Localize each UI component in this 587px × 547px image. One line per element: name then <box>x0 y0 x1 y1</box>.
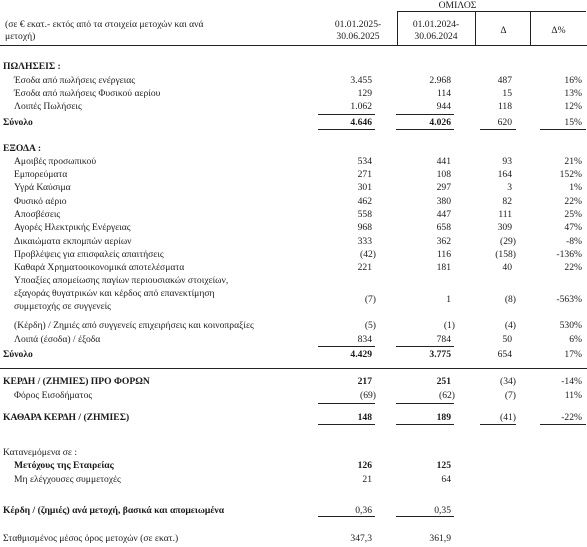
header-note-line2: μετοχή) <box>5 31 36 42</box>
associates-label: (Κέρδη) / Ζημιές από συγγενείς επιχειρήσεις και κοινοπραξίες <box>14 320 254 331</box>
expenses-title: ΕΞΟΔΑ : <box>3 143 42 154</box>
sales-row-energy-delta: 487 <box>497 75 512 86</box>
expenses-subtotal-rule-2024 <box>396 346 454 347</box>
eps-rule-2025 <box>318 516 375 517</box>
impairment-2025: (7) <box>364 294 376 305</box>
exp-row-pct: 22% <box>564 196 582 207</box>
exp-row-label: Καθαρά Χρηματοοικονομικά αποτελέσματα <box>14 262 185 273</box>
sales-total-2025: 4.646 <box>350 117 372 128</box>
shares-label: Σταθμισμένος μέσος όρος μετοχών (σε εκατ.) <box>3 533 179 544</box>
sales-row-other-2024: 944 <box>436 101 451 112</box>
sales-row-energy-2025: 3.455 <box>350 75 372 86</box>
sales-row-other-delta: 118 <box>497 101 512 112</box>
group-label: ΟΜΙΛΟΣ <box>438 0 477 11</box>
tax-2024: (62) <box>439 390 455 401</box>
exp-row-label: Αποσβέσεις <box>14 209 61 220</box>
impairment-delta: (8) <box>504 294 516 305</box>
exp-row-delta: (158) <box>495 249 516 260</box>
exp-row-label: Υγρά Καύσιμα <box>14 182 71 193</box>
sales-row-gas-pct: 13% <box>564 88 582 99</box>
exp-row-delta: 309 <box>497 222 512 233</box>
sales-total-label: Σύνολο <box>3 117 33 128</box>
exp-row-delta: 82 <box>502 196 512 207</box>
exp-row-label: Αμοιβές προσωπικού <box>14 156 97 167</box>
net-rule-delta <box>480 424 516 425</box>
exp-row-2025: 271 <box>357 169 372 180</box>
sales-total-pct: 15% <box>564 117 582 128</box>
other-expenses-pct: 6% <box>569 334 582 345</box>
header-divider-1 <box>397 11 398 46</box>
pretax-2025: 217 <box>357 376 372 387</box>
tax-rule-2024 <box>396 403 454 404</box>
exp-row-delta: 93 <box>502 156 512 167</box>
expenses-total-pct: 17% <box>564 349 582 360</box>
sales-subtotal-rule-2024 <box>396 114 454 115</box>
expenses-total-2025: 4.429 <box>350 349 372 360</box>
exp-row-2024: 116 <box>436 249 451 260</box>
col-delta-header: Δ <box>500 25 507 36</box>
associates-pct: 530% <box>559 320 582 331</box>
tax-2025: (69) <box>360 390 376 401</box>
impairment-label-line2: εξαγοράς θυγατρικών και κέρδος από επανεκτίμηση <box>14 288 215 299</box>
expenses-total-2024: 3.775 <box>429 349 451 360</box>
header-bottom-rule <box>0 45 587 46</box>
shareholders-2025: 126 <box>357 460 372 471</box>
net-pct: -22% <box>561 412 582 423</box>
sales-total-rule-delta <box>480 129 516 130</box>
exp-row-label: Προβλέψεις για επισφαλείς απαιτήσεις <box>14 249 164 260</box>
sales-total-delta: 620 <box>497 117 512 128</box>
exp-row-pct: -8% <box>566 236 582 247</box>
sales-subtotal-rule-2025 <box>318 114 375 115</box>
sales-total-2024: 4.026 <box>429 117 451 128</box>
net-rule-2025 <box>318 424 375 425</box>
sales-row-gas-label: Έσοδα από πωλήσεις Φυσικού αερίου <box>14 88 161 99</box>
net-2025: 148 <box>357 412 372 423</box>
header-divider-2 <box>475 11 476 46</box>
exp-row-2025: 968 <box>357 222 372 233</box>
pretax-delta: (34) <box>500 376 516 387</box>
sales-total-rule-2025 <box>318 129 375 130</box>
exp-row-delta: 111 <box>498 209 512 220</box>
exp-row-pct: 22% <box>564 262 582 273</box>
eps-rule-2024 <box>396 516 454 517</box>
exp-row-2024: 297 <box>436 182 451 193</box>
net-delta: (41) <box>500 412 516 423</box>
sales-row-gas-2025: 129 <box>357 88 372 99</box>
net-rule-pct <box>540 424 586 425</box>
impairment-label-line3: συμμετοχής σε συγγενείς <box>14 301 111 312</box>
exp-row-pct: 47% <box>564 222 582 233</box>
exp-row-delta: 40 <box>502 262 512 273</box>
exp-row-label: Εμπορεύματα <box>14 169 68 180</box>
expenses-total-label: Σύνολο <box>3 349 33 360</box>
exp-row-2024: 108 <box>436 169 451 180</box>
header-top-rule <box>398 11 586 12</box>
eps-2025: 0,36 <box>355 505 372 516</box>
exp-row-2024: 447 <box>436 209 451 220</box>
sales-row-energy-label: Έσοδα από πωλήσεις ενέργειας <box>14 75 136 86</box>
sales-total-rule-2024 <box>396 129 454 130</box>
associates-delta: (4) <box>504 320 516 331</box>
exp-row-delta: 164 <box>497 169 512 180</box>
eps-label: Κέρδη / (ζημιές) ανά μετοχή, βασικά και απομειωμένα <box>3 505 225 516</box>
col-2024-line1: 01.01.2024- <box>412 19 460 30</box>
exp-row-pct: 25% <box>564 209 582 220</box>
impairment-2024: 1 <box>446 294 451 305</box>
tax-rule-2025 <box>318 403 375 404</box>
impairment-label-line1: Υποαξίες απομείωσης παγίων περιουσιακών στοιχείων, <box>14 275 229 286</box>
exp-row-pct: 1% <box>569 182 582 193</box>
col-delta-pct-header: Δ% <box>551 25 566 36</box>
exp-row-2025: 301 <box>357 182 372 193</box>
net-label: ΚΑΘΑΡΑ ΚΕΡΔΗ / (ΖΗΜΙΕΣ) <box>3 412 130 423</box>
expenses-subtotal-rule-2025 <box>318 346 375 347</box>
tax-label: Φόρος Εισοδήματος <box>14 390 93 401</box>
expenses-total-delta: 654 <box>497 349 512 360</box>
sales-total-rule-pct <box>540 129 586 130</box>
other-expenses-delta: 50 <box>502 334 512 345</box>
pretax-2024: 251 <box>436 376 451 387</box>
exp-row-2025: 558 <box>357 209 372 220</box>
exp-row-2025: 534 <box>357 156 372 167</box>
exp-row-label: Φυσικό αέριο <box>14 196 67 207</box>
exp-row-label: Αγορές Ηλεκτρικής Ενέργειας <box>14 222 131 233</box>
net-rule-2024 <box>396 424 454 425</box>
shareholders-2024: 125 <box>436 460 451 471</box>
tax-delta: (7) <box>504 390 516 401</box>
exp-row-2024: 181 <box>436 262 451 273</box>
attributable-title: Κατανεμόμενα σε : <box>3 447 77 458</box>
exp-row-2025: 221 <box>357 262 372 273</box>
minorities-2025: 21 <box>362 474 372 485</box>
sales-title: ΠΩΛΗΣΕΙΣ : <box>3 61 61 72</box>
shares-2025: 347,3 <box>350 533 372 544</box>
exp-row-2025: 333 <box>357 236 372 247</box>
header-note-line1: (σε € εκατ.- εκτός από τα στοιχεία μετοχών και ανά <box>5 19 204 30</box>
sales-row-gas-2024: 114 <box>436 88 451 99</box>
exp-row-delta: (29) <box>500 236 516 247</box>
exp-row-2024: 380 <box>436 196 451 207</box>
associates-2024: (1) <box>443 320 455 331</box>
associates-2025: (5) <box>364 320 376 331</box>
exp-row-delta: 3 <box>507 182 512 193</box>
minorities-label: Μη ελέγχουσες συμμετοχές <box>14 474 121 485</box>
sales-row-gas-delta: 15 <box>502 88 512 99</box>
col-2025-line2: 30.06.2025 <box>336 31 380 42</box>
pretax-pct: -14% <box>561 376 582 387</box>
sales-row-energy-2024: 2.968 <box>429 75 451 86</box>
sales-row-other-label: Λοιπές Πωλήσεις <box>14 101 82 112</box>
shareholders-label: Μετόχους της Εταιρείας <box>14 460 114 471</box>
other-expenses-2025: 834 <box>357 334 372 345</box>
exp-row-pct: -136% <box>556 249 582 260</box>
exp-row-2024: 441 <box>436 156 451 167</box>
eps-2024: 0,35 <box>434 505 451 516</box>
exp-row-pct: 21% <box>564 156 582 167</box>
exp-row-2024: 658 <box>436 222 451 233</box>
col-2025-line1: 01.01.2025- <box>334 19 382 30</box>
exp-row-2025: (42) <box>360 249 376 260</box>
minorities-2024: 64 <box>441 474 451 485</box>
sales-row-energy-pct: 16% <box>564 75 582 86</box>
expenses-bottom-rule <box>0 368 587 369</box>
tax-pct: 11% <box>564 390 582 401</box>
other-expenses-2024: 784 <box>436 334 451 345</box>
shares-2024: 361,9 <box>429 533 451 544</box>
header-divider-3 <box>530 11 531 46</box>
col-2024-line2: 30.06.2024 <box>414 31 458 42</box>
exp-row-pct: 152% <box>559 169 582 180</box>
exp-row-label: Δικαιώματα εκπομπών αερίων <box>14 236 132 247</box>
other-expenses-label: Λοιπά (έσοδα) / έξοδα <box>14 334 101 345</box>
sales-row-other-pct: 12% <box>564 101 582 112</box>
pretax-label: ΚΕΡΔΗ / (ΖΗΜΙΕΣ) ΠΡΟ ΦΟΡΩΝ <box>3 376 150 387</box>
impairment-pct: -563% <box>556 294 582 305</box>
exp-row-2025: 462 <box>357 196 372 207</box>
exp-row-2024: 362 <box>436 236 451 247</box>
net-2024: 189 <box>436 412 451 423</box>
sales-row-other-2025: 1.062 <box>350 101 372 112</box>
